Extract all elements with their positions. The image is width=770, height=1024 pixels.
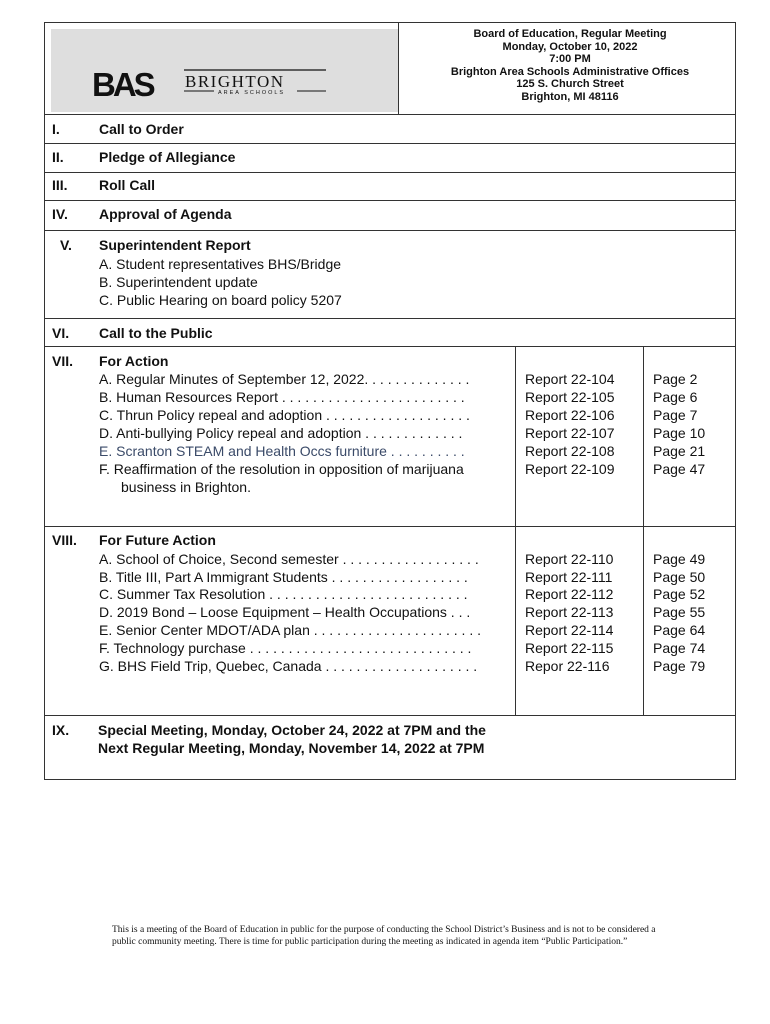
header-line: Board of Education, Regular Meeting bbox=[473, 28, 667, 40]
action-page: Page 47 bbox=[653, 461, 706, 477]
section-title: Roll Call bbox=[99, 177, 156, 193]
future-report: Repor 22-116 bbox=[525, 658, 610, 674]
rule bbox=[44, 172, 736, 173]
future-report: Report 22-115 bbox=[525, 640, 614, 656]
future-page: Page 55 bbox=[653, 604, 706, 620]
superintendent-item: B. Superintendent update bbox=[99, 274, 258, 290]
future-item: G. BHS Field Trip, Quebec, Canada . . . . . . . . . . . . . . . . . . . . bbox=[99, 658, 478, 674]
future-report: Report 22-112 bbox=[525, 586, 614, 602]
future-report: Report 22-114 bbox=[525, 622, 614, 638]
action-item: E. Scranton STEAM and Health Occs furniture . . . . . . . . . . bbox=[99, 443, 465, 459]
rule bbox=[44, 200, 736, 201]
header-line: Monday, October 10, 2022 bbox=[502, 40, 638, 53]
section-title-line2: Next Regular Meeting, Monday, November 14, 2022 at 7PM bbox=[98, 740, 485, 756]
rule bbox=[44, 526, 736, 527]
action-report: Report 22-107 bbox=[525, 425, 615, 441]
action-report: Report 22-105 bbox=[525, 389, 615, 405]
future-item: E. Senior Center MDOT/ADA plan . . . . . . . . . . . . . . . . . . . . . . bbox=[99, 622, 482, 638]
action-item: B. Human Resources Report . . . . . . . . . . . . . . . . . . . . . . . . bbox=[99, 389, 465, 405]
future-page: Page 79 bbox=[653, 658, 706, 674]
action-item: F. Reaffirmation of the resolution in opposition of marijuana bbox=[99, 461, 464, 477]
brighton-logo bbox=[92, 66, 332, 102]
section-number: V. bbox=[60, 237, 72, 253]
superintendent-item: A. Student representatives BHS/Bridge bbox=[99, 256, 342, 272]
action-page: Page 21 bbox=[653, 443, 706, 459]
future-item: D. 2019 Bond – Loose Equipment – Health Occupations . . . bbox=[99, 604, 471, 620]
future-report: Report 22-113 bbox=[525, 604, 614, 620]
column-divider bbox=[515, 346, 516, 715]
logo-name: BRIGHTON bbox=[185, 72, 285, 91]
section-number: III. bbox=[52, 177, 68, 193]
header-line: 7:00 PM bbox=[549, 53, 591, 65]
superintendent-item: C. Public Hearing on board policy 5207 bbox=[99, 292, 342, 308]
action-page: Page 2 bbox=[653, 371, 698, 387]
action-report: Report 22-104 bbox=[525, 371, 615, 387]
action-report: Report 22-106 bbox=[525, 407, 615, 423]
header-line: Brighton Area Schools Administrative Offices bbox=[450, 65, 690, 78]
rule bbox=[44, 114, 736, 115]
future-item: B. Title III, Part A Immigrant Students . . . . . . . . . . . . . . . . . . bbox=[99, 569, 468, 585]
section-title: For Future Action bbox=[99, 532, 216, 548]
meeting-header bbox=[400, 28, 740, 103]
action-item-continued: business in Brighton. bbox=[121, 479, 251, 495]
logo-mark: BAS bbox=[92, 66, 153, 102]
action-page: Page 6 bbox=[653, 389, 698, 405]
future-page: Page 50 bbox=[653, 569, 706, 585]
future-report: Report 22-110 bbox=[525, 551, 614, 567]
section-number: IX. bbox=[52, 722, 70, 738]
rule bbox=[44, 346, 736, 347]
section-title: Special Meeting, Monday, October 24, 2022 at 7PM and the bbox=[98, 722, 486, 738]
action-item: D. Anti-bullying Policy repeal and adoption . . . . . . . . . . . . . bbox=[99, 425, 463, 441]
section-title: Call to Order bbox=[99, 121, 184, 137]
section-number: VIII. bbox=[52, 532, 77, 548]
future-item: A. School of Choice, Second semester . . . . . . . . . . . . . . . . . . bbox=[99, 551, 479, 567]
rule bbox=[44, 318, 736, 319]
future-page: Page 74 bbox=[653, 640, 706, 656]
future-page: Page 52 bbox=[653, 586, 706, 602]
header-line: 125 S. Church Street bbox=[516, 78, 624, 90]
rule bbox=[44, 143, 736, 144]
action-report: Report 22-108 bbox=[525, 443, 615, 459]
header-divider bbox=[398, 22, 399, 114]
section-number: IV. bbox=[52, 206, 68, 222]
section-title: Approval of Agenda bbox=[99, 206, 232, 222]
logo-sub: AREA SCHOOLS bbox=[218, 90, 286, 96]
section-title: Pledge of Allegiance bbox=[99, 149, 236, 165]
future-page: Page 64 bbox=[653, 622, 706, 638]
action-item: A. Regular Minutes of September 12, 2022. . . . . . . . . . . . . . bbox=[99, 371, 470, 387]
section-number: VII. bbox=[52, 353, 74, 369]
section-number: VI. bbox=[52, 325, 70, 341]
section-title: For Action bbox=[99, 353, 169, 369]
future-item: F. Technology purchase . . . . . . . . . . . . . . . . . . . . . . . . . . . . . bbox=[99, 640, 472, 656]
header-line: Brighton, MI 48116 bbox=[521, 90, 619, 103]
future-report: Report 22-111 bbox=[525, 569, 613, 585]
column-divider bbox=[643, 346, 644, 715]
section-number: II. bbox=[52, 149, 64, 165]
section-title: Call to the Public bbox=[99, 325, 213, 341]
action-page: Page 7 bbox=[653, 407, 698, 423]
footer-note: This is a meeting of the Board of Education in public for the purpose of conducting the School District’s Business and is not to be considered a public community meeting. There is time for public participation during the meeting as indicated in agenda item “Public Participation.” bbox=[112, 925, 656, 947]
action-page: Page 10 bbox=[653, 425, 706, 441]
action-report: Report 22-109 bbox=[525, 461, 615, 477]
rule bbox=[44, 715, 736, 716]
section-title: Superintendent Report bbox=[99, 237, 251, 253]
rule bbox=[44, 230, 736, 231]
future-page: Page 49 bbox=[653, 551, 706, 567]
section-number: I. bbox=[52, 121, 60, 137]
future-item: C. Summer Tax Resolution . . . . . . . . . . . . . . . . . . . . . . . . . . bbox=[99, 586, 468, 602]
action-item: C. Thrun Policy repeal and adoption . . . . . . . . . . . . . . . . . . . bbox=[99, 407, 470, 423]
